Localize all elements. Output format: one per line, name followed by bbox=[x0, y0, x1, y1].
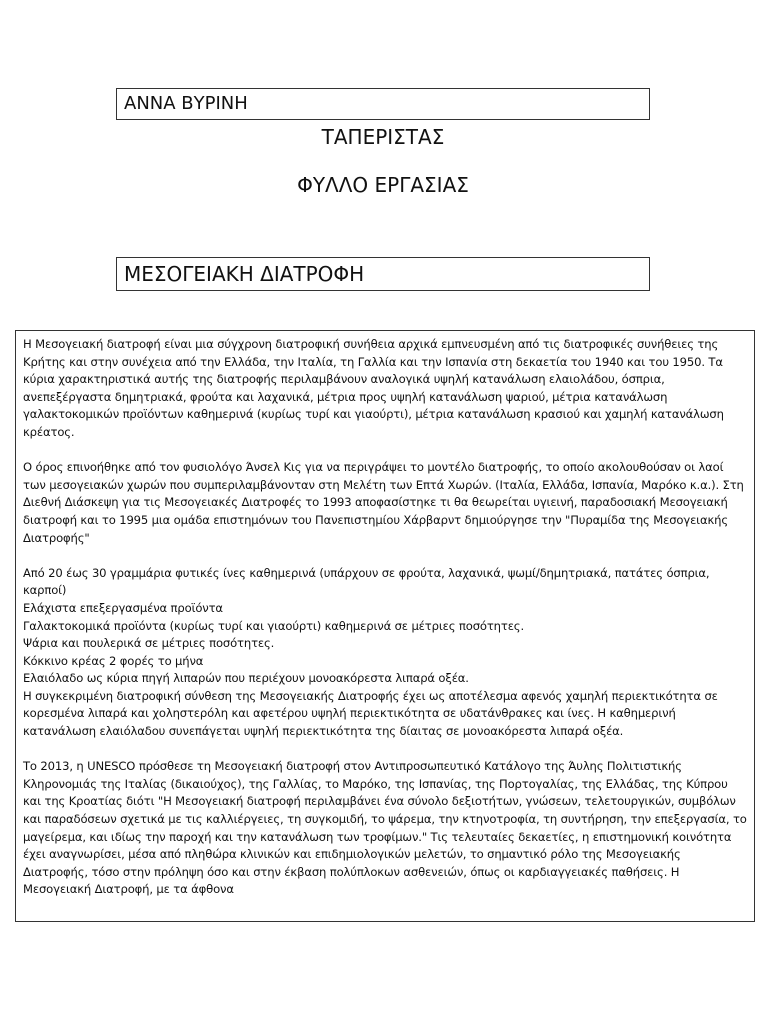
list-item: Η συγκεκριμένη διατροφική σύνθεση της Μεσογειακής Διατροφής έχει ως αποτέλεσμα αφενός χαμηλή περιεκτικότητα σε κορεσμένα λιπαρά και χοληστερόλη και αφετέρου υψηλή περιεκτικότητα σε υδατάνθρακες και ίνες. Η καθημερινή κατανάλωση ελαιόλαδου συνεπάγεται υψηλή περιεκτικότητα της δίαιτας σε μονοακόρεστα λιπαρά οξέα. bbox=[23, 688, 718, 739]
paragraph-intro: Η Μεσογειακή διατροφή είναι μια σύγχρονη διατροφική συνήθεια αρχικά εμπνευσμένη από τις διατροφικές συνήθειες της Κρήτης και στην συνέχεια από την Ελλάδα, την Ιταλία, τη Γαλλία και την Ισπανία στη δεκαετία του 1940 και του 1950. Τα κύρια χαρακτηριστικά αυτής της διατροφής περιλαμβάνουν αναλογικά υψηλή κατανάλωση ελαιολάδου, όσπρια, ανεπεξέργαστα δημητριακά, φρούτα και λαχανικά, μέτρια προς υψηλή κατανάλωση ψαριού, μέτρια κατανάλωση γαλακτοκομικών προϊόντων καθημερινά (κυρίως τυρί και γιαούρτι), μέτρια κατανάλωση κρασιού και χαμηλή κατανάλωση κρέατος. bbox=[23, 337, 724, 439]
worksheet-title: ΦΥΛΛΟ ΕΡΓΑΣΙΑΣ bbox=[297, 173, 469, 197]
list-item: Γαλακτοκομικά προϊόντα (κυρίως τυρί και γιαούρτι) καθημερινά σε μέτριες ποσότητες. bbox=[23, 618, 525, 633]
paragraph-origin: Ο όρος επινοήθηκε από τον φυσιολόγο Άνσελ Κις για να περιγράψει το μοντέλο διατροφής, το οποίο ακολουθούσαν οι λαοί των μεσογειακών χωρών που συμπεριλαμβάνονταν στη Μελέτη των Επτά Χωρών. (Ιταλία, Ελλάδα, Ισπανία, Μαρόκο κ.α.). Στη Διεθνή Διάσκεψη για τις Μεσογειακές Διατροφές το 1993 αποφασίστηκε τι θα θεωρείται υγιεινή, παραδοσιακή Μεσογειακή διατροφή και το 1995 μια ομάδα επιστημόνων του Πανεπιστημίου Χάρβαρντ δημιούργησε την "Πυραμίδα της Μεσογειακής Διατροφής" bbox=[23, 460, 744, 545]
paragraph-unesco: Το 2013, η UNESCO πρόσθεσε τη Μεσογειακή διατροφή στον Αντιπροσωπευτικό Κατάλογο της Άυλης Πολιτιστικής Κληρονομιάς της Ιταλίας (δικαιούχος), της Γαλλίας, το Μαρόκο, της Ισπανίας, της Πορτογαλίας, της Ελλάδας, της Κύπρου και της Κροατίας διότι "Η Μεσογειακή διατροφή περιλαμβάνει ένα σύνολο δεξιοτήτων, γνώσεων, τελετουργικών, συμβόλων και παραδόσεων σχετικά με τις καλλιέργειες, τη συγκομιδή, το ψάρεμα, την κτηνοτροφία, τη συντήρηση, την επεξεργασία, το μαγείρεμα, και ιδίως την παροχή και την κατανάλωση των τροφίμων." Τις τελευταίες δεκαετίες, η επιστημονική κοινότητα έχει αναγνωρίσει, μέσα από πληθώρα κλινικών και επιδημιολογικών μελετών, το σημαντικό ρόλο της Μεσογειακής Διατροφής, τόσο στην πρόληψη όσο και στην έκβαση πολύπλοκων ασθενειών, όπως οι καρδιαγγειακές παθήσεις. Η Μεσογειακή Διατροφή, με τα άφθονα bbox=[23, 759, 747, 897]
list-item: Ελάχιστα επεξεργασμένα προϊόντα bbox=[23, 600, 223, 615]
diet-guidelines-list bbox=[23, 565, 749, 741]
list-item: Κόκκινο κρέας 2 φορές το μήνα bbox=[23, 653, 204, 668]
list-item: Από 20 έως 30 γραμμάρια φυτικές ίνες καθημερινά (υπάρχουν σε φρούτα, λαχανικά, ψωμί/δημητριακά, πατάτες όσπρια, καρποί) bbox=[23, 565, 710, 598]
subject-heading: ΤΑΠΕΡΙΣΤΑΣ bbox=[321, 125, 445, 149]
student-name: ΑΝΝΑ ΒΥΡΙΝΗ bbox=[124, 93, 248, 114]
list-item: Ψάρια και πουλερικά σε μέτριες ποσότητες. bbox=[23, 636, 275, 651]
list-item: Ελαιόλαδο ως κύρια πηγή λιπαρών που περιέχουν μονοακόρεστα λιπαρά οξέα. bbox=[23, 671, 469, 686]
topic-title: ΜΕΣΟΓΕΙΑΚΗ ΔΙΑΤΡΟΦΗ bbox=[124, 262, 365, 286]
student-name-box bbox=[116, 88, 650, 120]
body-text-box bbox=[15, 330, 755, 922]
topic-box bbox=[116, 257, 650, 291]
